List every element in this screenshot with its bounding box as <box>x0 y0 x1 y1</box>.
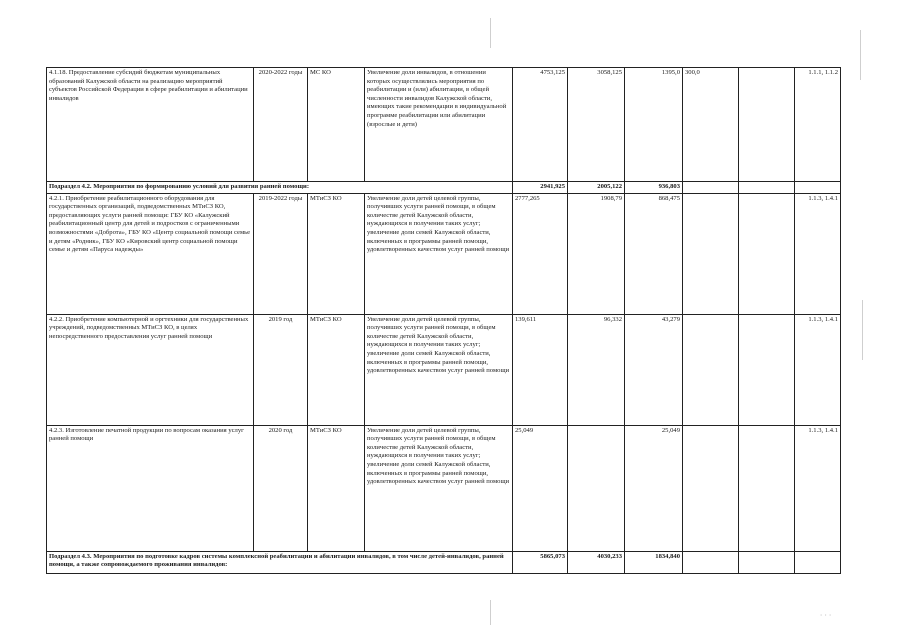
value-cell: 1395,0 <box>625 68 683 182</box>
table-row-4-1-18 <box>47 68 841 182</box>
value-cell: 1834,840 <box>625 551 683 573</box>
scan-artifact <box>490 18 491 48</box>
subsection-row-4-3 <box>47 551 841 573</box>
value-cell <box>568 425 625 551</box>
value-cell: 300,0 <box>683 68 739 182</box>
executor-cell: МС КО <box>308 68 365 182</box>
indicators-cell: 1.1.3, 1.4.1 <box>795 193 841 314</box>
indicators-cell: 1.1.3, 1.4.1 <box>795 425 841 551</box>
scan-artifact <box>862 300 863 360</box>
subsection-title: Подраздел 4.3. Мероприятия по подготовке кадров системы комплексной реабилитации и абилитации инвалидов, в том числе детей-инвалидов, ранней помощи, а также сопровождаемого проживания инвалидов: <box>47 551 513 573</box>
value-cell: 868,475 <box>625 193 683 314</box>
program-table <box>46 67 841 574</box>
total-cell: 4753,125 <box>513 68 568 182</box>
scan-artifact <box>490 600 491 625</box>
total-cell: 2941,925 <box>513 182 568 194</box>
action-cell: 4.1.18. Предоставление субсидий бюджетам муниципальных образований Калужской области на реализацию мероприятий субъектов Российской Федерации в сфере реабилитации и абилитации инвалидов <box>47 68 254 182</box>
value-cell: 96,332 <box>568 314 625 425</box>
scan-artifact <box>860 30 861 80</box>
result-cell: Увеличение доли детей целевой группы, получивших услуги ранней помощи, в общем количестве детей Калужской области, нуждающихся в получении таких услуг; увеличение доли семей Калужской области, включенных в программы ранней помощи, удовлетворенных качеством услуг ранней помощи <box>365 425 513 551</box>
term-cell: 2019 год <box>254 314 308 425</box>
result-cell: Увеличение доли детей целевой группы, получивших услуги ранней помощи, в общем количестве детей Калужской области, нуждающихся в получении таких услуг; увеличение доли семей Калужской области, включенных в программы ранней помощи, удовлетворенных качеством услуг ранней помощи <box>365 193 513 314</box>
term-cell: 2020-2022 годы <box>254 68 308 182</box>
executor-cell: МТиСЗ КО <box>308 193 365 314</box>
executor-cell: МТиСЗ КО <box>308 425 365 551</box>
indicators-cell: 1.1.1, 1.1.2 <box>795 68 841 182</box>
result-cell: Увеличение доли инвалидов, в отношении которых осуществлялись мероприятия по реабилитации и (или) абилитации, в общей численности инвалидов Калужской области, имеющих такие рекомендации в индивидуальной программе реабилитации или абилитации (взрослые и дети) <box>365 68 513 182</box>
term-cell: 2019-2022 годы <box>254 193 308 314</box>
value-cell: 43,279 <box>625 314 683 425</box>
value-cell: 4030,233 <box>568 551 625 573</box>
action-cell: 4.2.1. Приобретение реабилитационного оборудования для государственных организаций, подведомственных МТиСЗ КО, предоставляющих услуги ранней помощи: ГБУ КО «Калужский реабилитационный центр для детей и подростков с ограниченными возможностями «Доброта», ГБУ КО «Центр социальной помощи семье и детям «Родник», ГБУ КО «Кировский центр социальной помощи семье и детям «Паруса надежды» <box>47 193 254 314</box>
total-cell: 2777,265 <box>513 193 568 314</box>
value-cell: 25,049 <box>625 425 683 551</box>
value-cell: 3058,125 <box>568 68 625 182</box>
subsection-title: Подраздел 4.2. Мероприятия по формированию условий для развития ранней помощи: <box>47 182 513 194</box>
action-cell: 4.2.3. Изготовление печатной продукции по вопросам оказания услуг ранней помощи <box>47 425 254 551</box>
value-cell: 1908,79 <box>568 193 625 314</box>
value-cell <box>739 68 795 182</box>
table-row-4-2-2 <box>47 314 841 425</box>
total-cell: 5865,073 <box>513 551 568 573</box>
action-cell: 4.2.2. Приобретение компьютерной и оргтехники для государственных учреждений, подведомственных МТиСЗ КО, в целях непосредственного предоставления услуг ранней помощи <box>47 314 254 425</box>
pencil-mark: ∙ ∙ ∙ <box>820 610 832 620</box>
value-cell: 2005,122 <box>568 182 625 194</box>
term-cell: 2020 год <box>254 425 308 551</box>
executor-cell: МТиСЗ КО <box>308 314 365 425</box>
indicators-cell: 1.1.3, 1.4.1 <box>795 314 841 425</box>
subsection-row-4-2 <box>47 182 841 194</box>
table-row-4-2-1 <box>47 193 841 314</box>
result-cell: Увеличение доли детей целевой группы, получивших услуги ранней помощи, в общем количестве детей Калужской области, нуждающихся в получении таких услуг; увеличение доли семей Калужской области, включенных в программы ранней помощи, удовлетворенных качеством услуг ранней помощи <box>365 314 513 425</box>
total-cell: 25,049 <box>513 425 568 551</box>
value-cell: 936,803 <box>625 182 683 194</box>
total-cell: 139,611 <box>513 314 568 425</box>
table-row-4-2-3 <box>47 425 841 551</box>
